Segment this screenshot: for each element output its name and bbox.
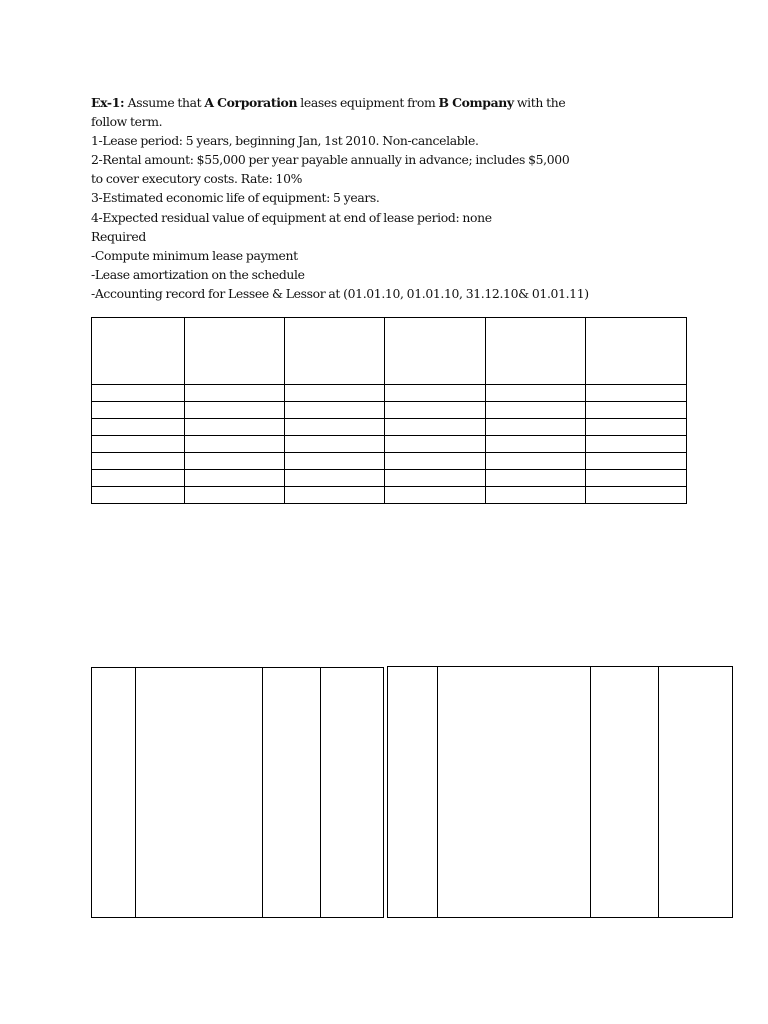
schedule-cell — [92, 419, 185, 436]
schedule-cell — [486, 385, 586, 402]
lease-period-line: 1-Lease period: 5 years, beginning Jan, 1st 2010. Non-cancelable. — [91, 133, 479, 149]
schedule-cell — [185, 436, 285, 453]
schedule-cell — [92, 487, 185, 504]
economic-life-line: 3-Estimated economic life of equipment: 5 years. — [91, 190, 380, 206]
journal-credit-column — [321, 668, 384, 918]
exercise-text — [91, 93, 611, 303]
required-heading: Required — [91, 228, 146, 244]
schedule-cell — [185, 385, 285, 402]
journal-credit-column — [659, 667, 733, 918]
journal-debit-column — [591, 667, 659, 918]
journal-debit-column — [263, 668, 321, 918]
schedule-row — [92, 470, 687, 487]
schedule-cell — [586, 385, 687, 402]
schedule-cell — [486, 487, 586, 504]
journal-date-column — [388, 667, 438, 918]
schedule-cell — [285, 402, 385, 419]
schedule-cell — [285, 419, 385, 436]
schedule-cell — [285, 487, 385, 504]
intro-text-a: Assume that — [127, 95, 205, 110]
schedule-cell — [92, 453, 185, 470]
schedule-row — [92, 402, 687, 419]
lessee-journal-table — [91, 667, 384, 918]
journal-date-column — [92, 668, 136, 918]
journal-account-column — [136, 668, 263, 918]
schedule-cell — [385, 419, 486, 436]
schedule-cell — [385, 470, 486, 487]
rental-amount-line: 2-Rental amount: $55,000 per year payable annually in advance; includes $5,000 — [91, 152, 570, 168]
schedule-cell — [385, 436, 486, 453]
schedule-cell — [185, 487, 285, 504]
schedule-header-cell — [385, 318, 486, 385]
schedule-row — [92, 419, 687, 436]
lessor-journal-table — [387, 666, 733, 918]
schedule-cell — [486, 419, 586, 436]
schedule-cell — [486, 436, 586, 453]
schedule-header-cell — [185, 318, 285, 385]
schedule-header-cell — [285, 318, 385, 385]
schedule-header-cell — [586, 318, 687, 385]
intro-text-c: with the — [513, 95, 566, 110]
schedule-cell — [385, 453, 486, 470]
schedule-cell — [285, 385, 385, 402]
schedule-cell — [586, 402, 687, 419]
exercise-line-2: follow term. — [91, 114, 163, 130]
lessee-name: A Corporation — [204, 95, 298, 110]
schedule-cell — [185, 419, 285, 436]
schedule-header-cell — [486, 318, 586, 385]
amortization-schedule-table — [91, 317, 687, 504]
lessor-name: B Company — [438, 95, 514, 110]
schedule-cell — [385, 385, 486, 402]
schedule-cell — [92, 470, 185, 487]
schedule-cell — [185, 470, 285, 487]
executory-costs-line: to cover executory costs. Rate: 10% — [91, 171, 303, 187]
schedule-cell — [586, 436, 687, 453]
schedule-cell — [92, 402, 185, 419]
schedule-cell — [185, 402, 285, 419]
schedule-cell — [92, 385, 185, 402]
schedule-header-cell — [92, 318, 185, 385]
journal-row — [388, 667, 733, 918]
schedule-cell — [385, 487, 486, 504]
schedule-cell — [285, 436, 385, 453]
schedule-cell — [586, 453, 687, 470]
schedule-row — [92, 385, 687, 402]
journal-row — [92, 668, 384, 918]
schedule-cell — [385, 402, 486, 419]
schedule-cell — [586, 470, 687, 487]
schedule-cell — [486, 402, 586, 419]
schedule-row — [92, 436, 687, 453]
residual-value-line: 4-Expected residual value of equipment at end of lease period: none — [91, 209, 492, 225]
journal-account-column — [438, 667, 591, 918]
schedule-header-row — [92, 318, 687, 385]
schedule-row — [92, 453, 687, 470]
exercise-line-1 — [91, 93, 611, 112]
schedule-cell — [92, 436, 185, 453]
schedule-cell — [486, 470, 586, 487]
schedule-cell — [486, 453, 586, 470]
schedule-cell — [185, 453, 285, 470]
intro-text-b: leases equipment from — [297, 95, 439, 110]
requirement-3: -Accounting record for Lessee & Lessor at (01.01.10, 01.01.10, 31.12.10& 01.01.11) — [91, 285, 589, 301]
schedule-cell — [586, 487, 687, 504]
schedule-cell — [586, 419, 687, 436]
schedule-cell — [285, 470, 385, 487]
requirement-1: -Compute minimum lease payment — [91, 247, 298, 263]
requirement-2: -Lease amortization on the schedule — [91, 266, 305, 282]
exercise-prefix: Ex-1: — [91, 95, 128, 110]
schedule-cell — [285, 453, 385, 470]
schedule-row — [92, 487, 687, 504]
